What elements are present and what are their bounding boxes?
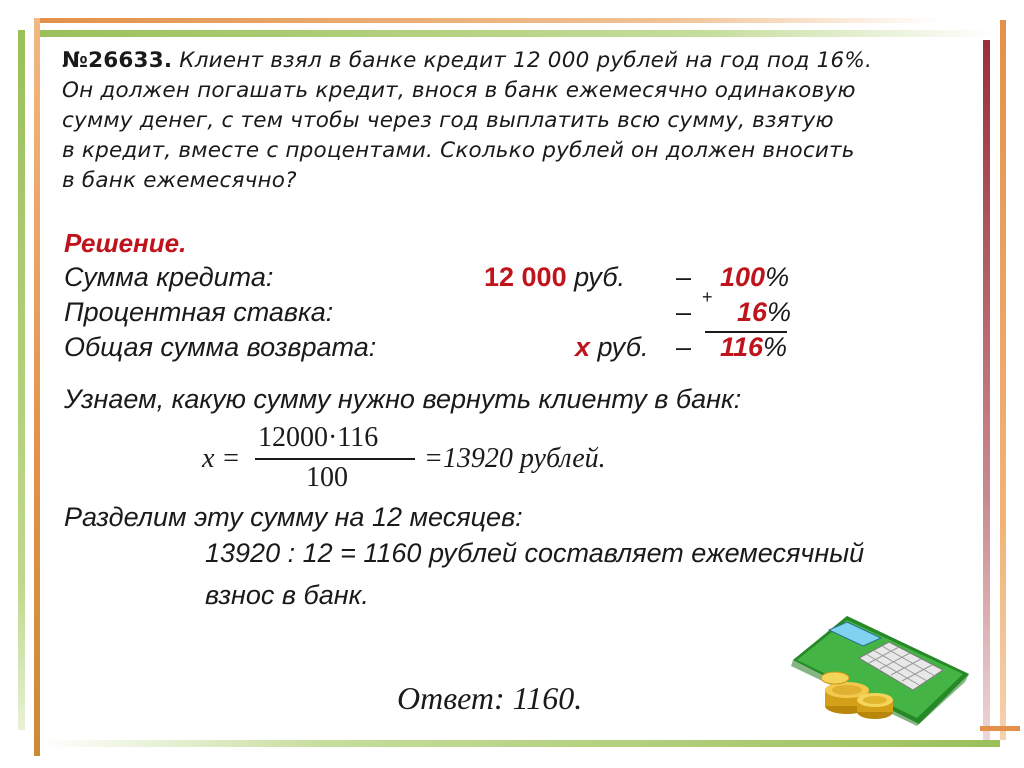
row-total-dash: – <box>676 332 692 362</box>
problem-line-1: Клиент взял в банке кредит 12 000 рублей на год под 16%. <box>179 48 873 73</box>
total-unit: руб. <box>597 332 649 362</box>
problem-number: №26633. <box>62 48 173 73</box>
calculator-with-coins-icon <box>785 608 975 726</box>
row-loan-dash: – <box>676 262 692 292</box>
row-total-amount <box>575 332 648 363</box>
total-value: x <box>575 332 591 362</box>
problem-statement <box>62 46 982 196</box>
rate-percent-value: 16 <box>737 297 768 327</box>
step2-line-2: взнос в банк. <box>205 580 369 610</box>
row-rate-percent <box>737 297 791 328</box>
formula-rhs: =13920 рублей. <box>424 443 606 474</box>
rate-percent-sign: % <box>767 297 792 327</box>
loan-value: 12 000 <box>484 262 567 292</box>
problem-line-5: в банк ежемесячно? <box>62 168 297 193</box>
formula-lhs: x = <box>202 443 241 474</box>
plus-sign: + <box>702 287 713 307</box>
frame-bottom-orange-line <box>980 726 1020 731</box>
step1-text: Узнаем, какую сумму нужно вернуть клиенту в банк: <box>64 384 742 414</box>
solution-heading: Решение. <box>64 228 187 258</box>
problem-line-4: в кредит, вместе с процентами. Сколько рублей он должен вносить <box>62 138 855 163</box>
row-total-percent <box>720 332 787 363</box>
loan-percent-value: 100 <box>720 262 766 292</box>
frame-top-green-line <box>40 30 995 37</box>
row-loan-percent <box>720 262 789 293</box>
fraction-line <box>255 458 415 460</box>
formula-numerator: 12000·116 <box>258 422 379 453</box>
row-rate-label: Процентная ставка: <box>64 297 334 327</box>
total-percent-value: 116 <box>720 332 764 362</box>
frame-left-orange-line <box>34 18 40 756</box>
frame-left-green-line <box>18 30 25 730</box>
frame-bottom-green-line <box>40 740 1000 747</box>
formula-denominator: 100 <box>306 462 348 493</box>
frame-top-orange-line <box>40 18 940 23</box>
row-rate-dash: – <box>676 297 692 327</box>
loan-unit: руб. <box>574 262 626 292</box>
frame-right-red-line <box>983 40 990 745</box>
total-percent-sign: % <box>763 332 788 362</box>
loan-percent-sign: % <box>765 262 790 292</box>
step2-text: Разделим эту сумму на 12 месяцев: <box>64 502 523 532</box>
answer-text: Ответ: 1160. <box>397 680 583 716</box>
row-loan-label: Сумма кредита: <box>64 262 274 292</box>
step2-line-1: 13920 : 12 = 1160 рублей составляет ежемесячный <box>205 538 865 568</box>
row-loan-amount <box>484 262 625 293</box>
problem-line-3: сумму денег, с тем чтобы через год выплатить всю сумму, взятую <box>62 108 834 133</box>
frame-right-orange-line <box>1000 20 1006 740</box>
problem-line-2: Он должен погашать кредит, внося в банк ежемесячно одинаковую <box>62 78 856 103</box>
row-total-label: Общая сумма возврата: <box>64 332 377 362</box>
